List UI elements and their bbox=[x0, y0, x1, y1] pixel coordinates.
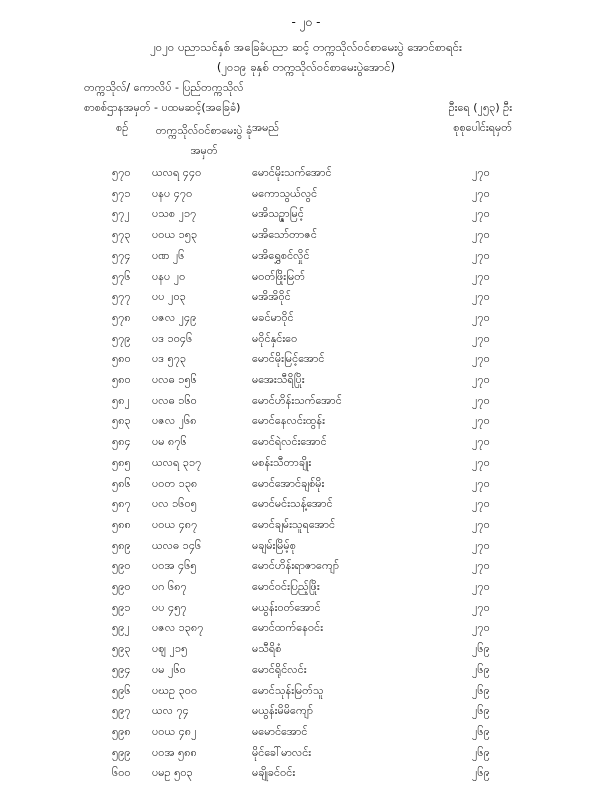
total-marks: ၂၇၀ bbox=[472, 331, 490, 345]
total-marks: ၂၇၀ bbox=[472, 600, 490, 614]
column-header-marks: စုစုပေါင်းရမှတ် bbox=[453, 121, 512, 134]
table-row bbox=[0, 660, 612, 680]
roll-number: ပမ ၂၆၀ bbox=[152, 662, 186, 676]
row-number: ၅၈၂ bbox=[112, 393, 130, 407]
table-row bbox=[0, 722, 612, 742]
table-row bbox=[0, 453, 612, 473]
table-row bbox=[0, 556, 612, 576]
total-marks: ၂၆၉ bbox=[472, 724, 490, 738]
university-line: တက္ကသိုလ်/ ကောလိပ် - ပြည်တက္ကသိုလ် bbox=[84, 81, 244, 94]
candidate-name: မခင်မာဝိုင် bbox=[252, 310, 294, 324]
roll-number: ပနပ ၄၇၀ bbox=[152, 186, 193, 200]
table-row bbox=[0, 246, 612, 266]
row-number: ၅၇၂ bbox=[112, 207, 130, 221]
row-number: ၅၈၇ bbox=[112, 497, 131, 511]
table-row bbox=[0, 681, 612, 701]
total-marks: ၂၇၀ bbox=[472, 455, 490, 469]
candidate-name: မိုင်ခေါ်မာလင်း bbox=[252, 745, 312, 759]
row-number: ၅၈၃ bbox=[112, 414, 131, 428]
candidate-name: မောင်ဝင်းပြည့်ဖြိုး bbox=[252, 580, 320, 593]
row-number: ၅၉၀ bbox=[112, 559, 131, 573]
table-row bbox=[0, 618, 612, 638]
candidate-name: မောင်ရဲလင်းအောင် bbox=[252, 435, 327, 449]
table-row bbox=[0, 163, 612, 183]
total-marks: ၂၇၀ bbox=[472, 476, 490, 490]
table-row bbox=[0, 432, 612, 452]
row-number: ၅၉၄ bbox=[112, 662, 131, 676]
row-number: ၅၈၆ bbox=[112, 476, 131, 490]
roll-number: ပသစ ၂၁၇ bbox=[152, 207, 197, 221]
total-marks: ၂၇၀ bbox=[472, 414, 490, 428]
row-number: ၅၇၄ bbox=[112, 248, 131, 262]
table-row bbox=[0, 474, 612, 494]
roll-number: ယလရ ၃၁၇ bbox=[152, 455, 202, 469]
roll-number: ပဒ ၅၇၃ bbox=[152, 352, 187, 366]
candidate-name: မောင်အောင်ချစ်မိုး bbox=[252, 476, 325, 490]
candidate-name: မောင်သုန်းမြတ်သူ bbox=[252, 683, 324, 697]
candidate-name: မောင်ထက်နေဝင်း bbox=[252, 621, 324, 635]
table-row bbox=[0, 391, 612, 411]
row-number: ၅၇၁ bbox=[112, 186, 131, 200]
table-row bbox=[0, 370, 612, 390]
row-number: ၅၇၇ bbox=[112, 290, 131, 304]
table-row bbox=[0, 411, 612, 431]
candidate-name: မသီရိစံ bbox=[252, 642, 282, 656]
table-row bbox=[0, 701, 612, 721]
candidate-name: မောင်ရိုင်လင်း bbox=[252, 662, 307, 676]
roll-number: ပဝအ ၅၈၈ bbox=[152, 745, 197, 759]
table-row bbox=[0, 743, 612, 763]
row-number: ၅၈၈ bbox=[112, 517, 131, 531]
exam-center-line: စာစစ်ဌာနအမှတ် - ပထမဆင့်(အခြေခံ) bbox=[84, 101, 241, 114]
table-row bbox=[0, 515, 612, 535]
candidate-name: မကောသွယ်လွင် bbox=[252, 186, 318, 200]
total-marks: ၂၇၀ bbox=[472, 497, 490, 511]
candidate-name: မအေးသီရိပြိုး bbox=[252, 373, 305, 386]
table-row bbox=[0, 184, 612, 204]
roll-number: ပဇလ ၂၄၉ bbox=[152, 310, 197, 324]
candidate-name: မောင်ဟိန်းရာဇာကျော် bbox=[252, 559, 340, 573]
roll-number: ပဏ ၂၆ bbox=[152, 248, 185, 262]
total-marks: ၂၇၀ bbox=[472, 538, 490, 552]
candidate-name: မချမ်းမြိမ့်စု bbox=[252, 538, 296, 552]
row-number: ၅၇၈ bbox=[112, 310, 131, 324]
total-count: ဦးရေ (၂၅၃) ဦး bbox=[448, 101, 512, 114]
row-number: ၅၉၆ bbox=[112, 683, 131, 697]
total-marks: ၂၆၉ bbox=[472, 642, 490, 656]
row-number: ၅၉၉ bbox=[112, 745, 131, 759]
table-row bbox=[0, 308, 612, 328]
candidate-name: မအိသော်တာဇင် bbox=[252, 228, 317, 242]
total-marks: ၂၇၀ bbox=[472, 621, 490, 635]
roll-number: ပဝအ ၄၆၅ bbox=[152, 559, 197, 573]
table-row bbox=[0, 329, 612, 349]
column-header-name: အမည် bbox=[252, 121, 280, 134]
row-number: ၆၀၀ bbox=[112, 766, 131, 780]
candidate-name: မချိုခင်ဝင်း bbox=[252, 766, 296, 780]
total-marks: ၂၆၉ bbox=[472, 704, 490, 718]
candidate-name: မအိသဉ္ဇာမြင့် bbox=[252, 207, 304, 221]
total-marks: ၂၇၀ bbox=[472, 269, 490, 283]
roll-number: ယလရ ၄၄၀ bbox=[152, 166, 202, 179]
candidate-name: မောင်မိုးသက်အောင် bbox=[252, 166, 332, 179]
roll-number: ပမ ၈၇၆ bbox=[152, 435, 187, 449]
total-marks: ၂၇၀ bbox=[472, 310, 490, 324]
roll-number: ပလ ၁၆၀၅ bbox=[152, 497, 197, 511]
roll-number: ပဝယ ၄၈၇ bbox=[152, 517, 198, 531]
column-header-no: စဉ် bbox=[116, 121, 129, 134]
total-marks: ၂၆၉ bbox=[472, 662, 490, 676]
table-row bbox=[0, 225, 612, 245]
total-marks: ၂၇၀ bbox=[472, 248, 490, 262]
roll-number: ယလဓ ၁၄၆ bbox=[152, 538, 202, 552]
total-marks: ၂၆၉ bbox=[472, 745, 490, 759]
total-marks: ၂၇၀ bbox=[472, 290, 490, 304]
candidate-name: မအိရွှေစင်လှိုင် bbox=[252, 248, 310, 262]
total-marks: ၂၇၀ bbox=[472, 435, 490, 449]
total-marks: ၂၆၉ bbox=[472, 766, 490, 780]
roll-number: ပဂ ၆၈၇ bbox=[152, 580, 187, 593]
total-marks: ၂၇၀ bbox=[472, 228, 490, 242]
roll-number: ပဈ ၂၁၅ bbox=[152, 642, 188, 656]
total-marks: ၂၇၀ bbox=[472, 393, 490, 407]
candidate-name: မောင်နေလင်းထွန်း bbox=[252, 414, 325, 428]
row-number: ၅၇၉ bbox=[112, 331, 131, 345]
row-number: ၅၉၀ bbox=[112, 580, 131, 593]
roll-number: ပဃဥ ၃၀၀ bbox=[152, 683, 198, 697]
roll-number: ပဝတ ၁၃၈ bbox=[152, 476, 198, 490]
total-marks: ၂၇၀ bbox=[472, 186, 490, 200]
table-row bbox=[0, 639, 612, 659]
page-number: - ၂၀ - bbox=[291, 15, 321, 29]
roll-number: ပဇလ ၂၆၈ bbox=[152, 414, 197, 428]
candidate-name: မဝိုင်နှင်းဝေ bbox=[252, 331, 298, 345]
roll-number: ပပ ၄၅၇ bbox=[152, 600, 187, 614]
candidate-name: မဝတ်ဖြိုးမြတ် bbox=[252, 269, 305, 283]
total-marks: ၂၇၀ bbox=[472, 166, 490, 179]
candidate-name: မယွန်းမိမိကျော် bbox=[252, 704, 314, 718]
document-title: ၂၀၂၀ ပညာသင်နှစ် အခြေခံပညာ ဆင့် တက္ကသိုလ်ဝင်စာမေးပွဲ အောင်စာရင်း bbox=[150, 40, 462, 54]
total-marks: ၂၆၉ bbox=[472, 683, 490, 697]
table-row bbox=[0, 494, 612, 514]
column-header-roll: တက္ကသိုလ်ဝင်စာမေးပွဲ ခုံအမှတ် bbox=[155, 124, 253, 157]
roll-number: ပလဓ ၁၆၀ bbox=[152, 393, 197, 407]
total-marks: ၂၇၀ bbox=[472, 559, 490, 573]
roll-number: ပလဓ ၁၅၆ bbox=[152, 373, 197, 386]
row-number: ၅၇၆ bbox=[112, 269, 131, 283]
total-marks: ၂၇၀ bbox=[472, 517, 490, 531]
table-row bbox=[0, 204, 612, 224]
total-marks: ၂၇၀ bbox=[472, 373, 490, 386]
table-row bbox=[0, 763, 612, 783]
roll-number: ယလ ၇၄ bbox=[152, 704, 189, 718]
row-number: ၅၉၁ bbox=[112, 600, 131, 614]
candidate-name: မောင်မိုးမြင့်အောင် bbox=[252, 352, 325, 366]
total-marks: ၂၇၀ bbox=[472, 207, 490, 221]
row-number: ၅၇၃ bbox=[112, 228, 131, 242]
roll-number: ပဒ ၁၀၄၆ bbox=[152, 331, 193, 345]
row-number: ၅၈၀ bbox=[112, 352, 131, 366]
roll-number: ပဝယ ၁၅၃ bbox=[152, 228, 198, 242]
table-row bbox=[0, 267, 612, 287]
document-subtitle: (၂၀၁၉ ခုနှစ် တက္ကသိုလ်ဝင်စာမေးပွဲအောင်) bbox=[216, 60, 396, 74]
roll-number: ပပ ၂၀၃ bbox=[152, 290, 186, 304]
table-row bbox=[0, 287, 612, 307]
candidate-name: မစန်းသီတာချိုး bbox=[252, 455, 312, 469]
roll-number: ပဝယ ၄၈၂ bbox=[152, 724, 197, 738]
table-row bbox=[0, 577, 612, 597]
roll-number: ပမဥ ၅၀၃ bbox=[152, 766, 193, 780]
table-row bbox=[0, 536, 612, 556]
row-number: ၅၈၅ bbox=[112, 455, 131, 469]
roll-number: ပဇလ ၁၃၈၇ bbox=[152, 621, 204, 635]
total-marks: ၂၇၀ bbox=[472, 580, 490, 593]
candidate-name: မောင်ဟိန်းသက်အောင် bbox=[252, 393, 342, 407]
row-number: ၅၈၄ bbox=[112, 435, 131, 449]
row-number: ၅၉၇ bbox=[112, 704, 131, 718]
table-row bbox=[0, 349, 612, 369]
total-marks: ၂၇၀ bbox=[472, 352, 490, 366]
row-number: ၅၈၉ bbox=[112, 538, 131, 552]
row-number: ၅၉၃ bbox=[112, 642, 131, 656]
row-number: ၅၉၈ bbox=[112, 724, 131, 738]
row-number: ၅၇၀ bbox=[112, 166, 131, 179]
table-row bbox=[0, 598, 612, 618]
candidate-name: မောင်ချမ်းသူရအောင် bbox=[252, 517, 336, 531]
candidate-name: မမောင်အောင် bbox=[252, 724, 308, 738]
row-number: ၅၈၀ bbox=[112, 373, 131, 386]
roll-number: ပနပ ၂၀ bbox=[152, 269, 186, 283]
row-number: ၅၉၂ bbox=[112, 621, 130, 635]
candidate-name: မအိအိဝိုင် bbox=[252, 290, 291, 304]
candidate-name: မယွန်းဝတ်အောင် bbox=[252, 600, 321, 614]
candidate-name: မောင်မင်းသန့်အောင် bbox=[252, 497, 333, 511]
